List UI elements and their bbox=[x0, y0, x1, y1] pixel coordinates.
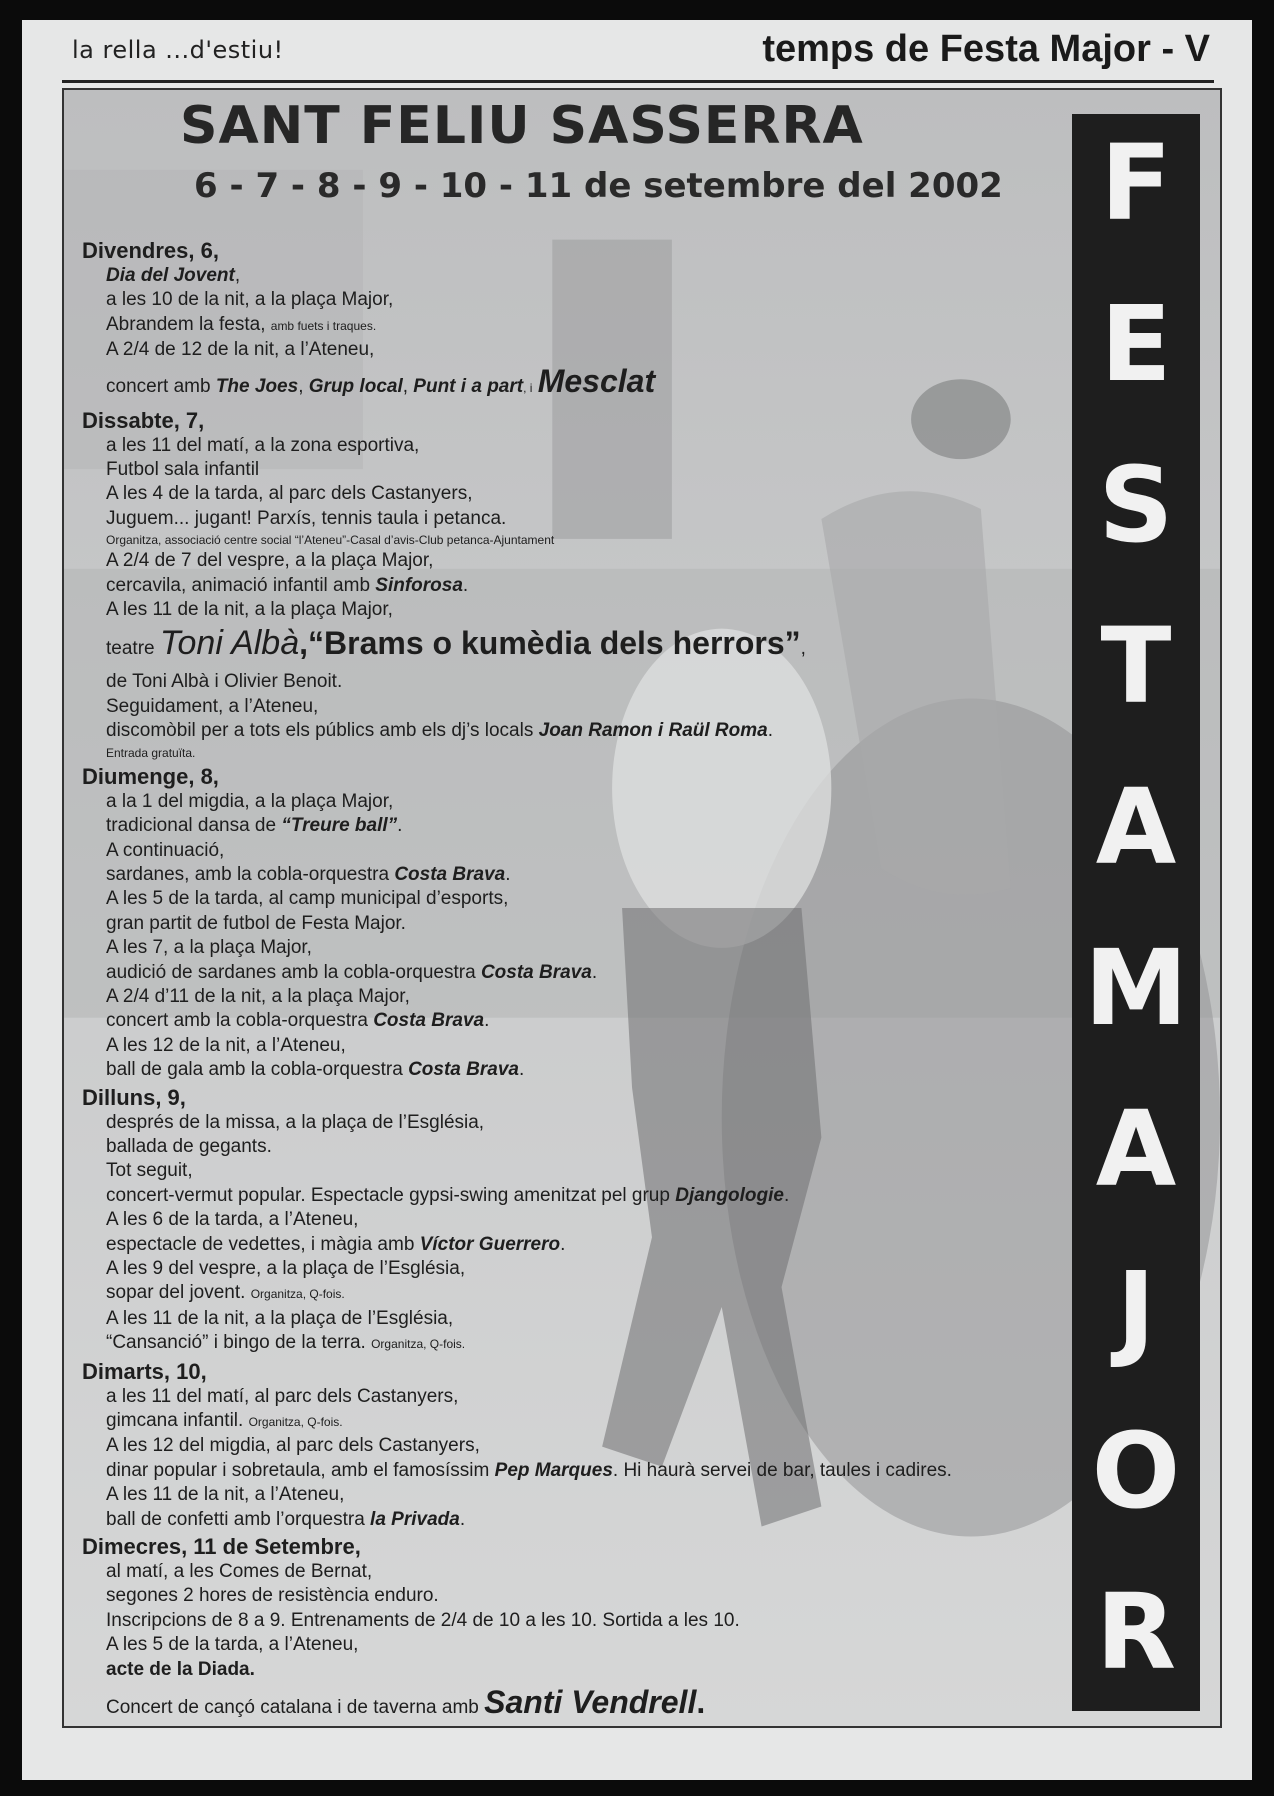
program-line: ballada de gegants. bbox=[106, 1135, 272, 1157]
program-line: Futbol sala infantil bbox=[106, 459, 260, 481]
program-line: A les 12 de la nit, a l’Ateneu, bbox=[106, 1034, 346, 1056]
program-line: Juguem... jugant! Parxís, tennis taula i petanca. bbox=[106, 507, 507, 529]
section-label: la rella ...d'estiu! bbox=[72, 36, 284, 64]
program-line: discomòbil per a tots els públics amb els dj’s locals Joan Ramon i Raül Roma. bbox=[106, 720, 774, 742]
program-line: a la 1 del migdia, a la plaça Major, bbox=[106, 790, 394, 812]
program-line: A les 11 de la nit, a la plaça Major, bbox=[106, 599, 393, 621]
sidebar-letter: A bbox=[1095, 766, 1177, 888]
program-line: gran partit de futbol de Festa Major. bbox=[106, 912, 406, 934]
program-line: Concert de cançó catalana i de taverna amb Santi Vendrell. bbox=[106, 1684, 706, 1721]
festa-major-sidebar bbox=[1072, 114, 1200, 1711]
program-line: concert-vermut popular. Espectacle gypsi-swing amenitzat pel grup Djangologie. bbox=[106, 1184, 790, 1206]
program-line: gimcana infantil. Organitza, Q-fois. bbox=[106, 1410, 343, 1432]
program-line: a les 11 del matí, al parc dels Castanyers, bbox=[106, 1385, 459, 1407]
program-line: Organitza, associació centre social “l’Ateneu”-Casal d’avis-Club petanca-Ajuntament bbox=[106, 533, 555, 548]
sidebar-letter: A bbox=[1095, 1088, 1177, 1210]
program-line: A 2/4 d’11 de la nit, a la plaça Major, bbox=[106, 985, 410, 1007]
program-line: A les 5 de la tarda, a l’Ateneu, bbox=[106, 1634, 359, 1656]
program-line: A 2/4 de 12 de la nit, a l’Ateneu, bbox=[106, 339, 375, 361]
sidebar-letter: J bbox=[1116, 1249, 1156, 1371]
program-line: a les 10 de la nit, a la plaça Major, bbox=[106, 289, 394, 311]
program-line: Tot seguit, bbox=[106, 1160, 193, 1182]
program-line: tradicional dansa de “Treure ball”. bbox=[106, 815, 403, 837]
program-line: ball de gala amb la cobla-orquestra Costa Brava. bbox=[106, 1059, 525, 1081]
sidebar-letter: S bbox=[1098, 444, 1174, 566]
day-heading: Dissabte, 7, bbox=[82, 407, 205, 433]
festival-dates: 6 - 7 - 8 - 9 - 10 - 11 de setembre del 2002 bbox=[194, 166, 1003, 206]
poster-title: SANT FELIU SASSERRA bbox=[180, 96, 864, 156]
program-line: teatre Toni Albà,“Brams o kumèdia dels herrors”, bbox=[106, 624, 806, 663]
program-line: A continuació, bbox=[106, 839, 225, 861]
sidebar-letter: E bbox=[1100, 283, 1172, 405]
day-heading: Dilluns, 9, bbox=[82, 1084, 186, 1110]
sidebar-letter: M bbox=[1084, 927, 1188, 1049]
program-line: A 2/4 de 7 del vespre, a la plaça Major, bbox=[106, 550, 434, 572]
program-line: concert amb The Joes, Grup local, Punt i a part, i Mesclat bbox=[106, 362, 656, 399]
page-header: temps de Festa Major - V bbox=[762, 28, 1210, 70]
program-line: espectacle de vedettes, i màgia amb Víctor Guerrero. bbox=[106, 1233, 566, 1255]
program-line: audició de sardanes amb la cobla-orquestra Costa Brava. bbox=[106, 961, 598, 983]
program-line: A les 6 de la tarda, a l’Ateneu, bbox=[106, 1209, 359, 1231]
program-line: sopar del jovent. Organitza, Q-fois. bbox=[106, 1282, 345, 1304]
program-line: ball de confetti amb l’orquestra la Privada. bbox=[106, 1508, 466, 1530]
program-line: després de la missa, a la plaça de l’Església, bbox=[106, 1111, 485, 1133]
program-line: Entrada gratuïta. bbox=[106, 745, 196, 760]
program-line: dinar popular i sobretaula, amb el famosíssim Pep Marques. Hi haurà servei de bar, taules i cadires. bbox=[106, 1459, 952, 1481]
program-line: acte de la Diada. bbox=[106, 1658, 255, 1680]
day-heading: Dimecres, 11 de Setembre, bbox=[82, 1534, 361, 1560]
vertical-title bbox=[1072, 114, 1200, 1711]
program-line: Seguidament, a l’Ateneu, bbox=[106, 695, 319, 717]
program-line: al matí, a les Comes de Bernat, bbox=[106, 1561, 373, 1583]
program-line: segones 2 hores de resistència enduro. bbox=[106, 1585, 439, 1607]
program-line: A les 12 del migdia, al parc dels Castanyers, bbox=[106, 1435, 480, 1457]
program-line: sardanes, amb la cobla-orquestra Costa Brava. bbox=[106, 863, 511, 885]
day-heading: Diumenge, 8, bbox=[82, 763, 219, 789]
program-line: Abrandem la festa, amb fuets i traques. bbox=[106, 313, 377, 335]
day-heading: Divendres, 6, bbox=[82, 238, 219, 263]
program-line: concert amb la cobla-orquestra Costa Brava. bbox=[106, 1010, 490, 1032]
program-line: de Toni Albà i Olivier Benoit. bbox=[106, 671, 343, 693]
program-line: cercavila, animació infantil amb Sinforosa. bbox=[106, 574, 469, 596]
sidebar-letter: R bbox=[1095, 1571, 1177, 1693]
header-rule bbox=[62, 80, 1214, 83]
sidebar-letter: F bbox=[1100, 122, 1172, 244]
program-line: A les 7, a la plaça Major, bbox=[106, 937, 312, 959]
program-line: Dia del Jovent, bbox=[106, 265, 241, 286]
program-line: “Cansanció” i bingo de la terra. Organitza, Q-fois. bbox=[106, 1332, 466, 1354]
program-line: A les 4 de la tarda, al parc dels Castanyers, bbox=[106, 483, 473, 505]
day-heading: Dimarts, 10, bbox=[82, 1358, 207, 1384]
program-line: Inscripcions de 8 a 9. Entrenaments de 2/4 de 10 a les 10. Sortida a les 10. bbox=[106, 1609, 740, 1631]
program-line: A les 5 de la tarda, al camp municipal d’esports, bbox=[106, 888, 509, 910]
program-line: a les 11 del matí, a la zona esportiva, bbox=[106, 434, 420, 456]
program-line: A les 9 del vespre, a la plaça de l’Església, bbox=[106, 1258, 466, 1279]
festival-program bbox=[82, 236, 1072, 1728]
sidebar-letter: T bbox=[1100, 605, 1172, 727]
program-line: A les 11 de la nit, a la plaça de l’Església, bbox=[106, 1307, 454, 1329]
sidebar-letter: O bbox=[1091, 1410, 1181, 1532]
program-line: A les 11 de la nit, a l’Ateneu, bbox=[106, 1484, 345, 1506]
